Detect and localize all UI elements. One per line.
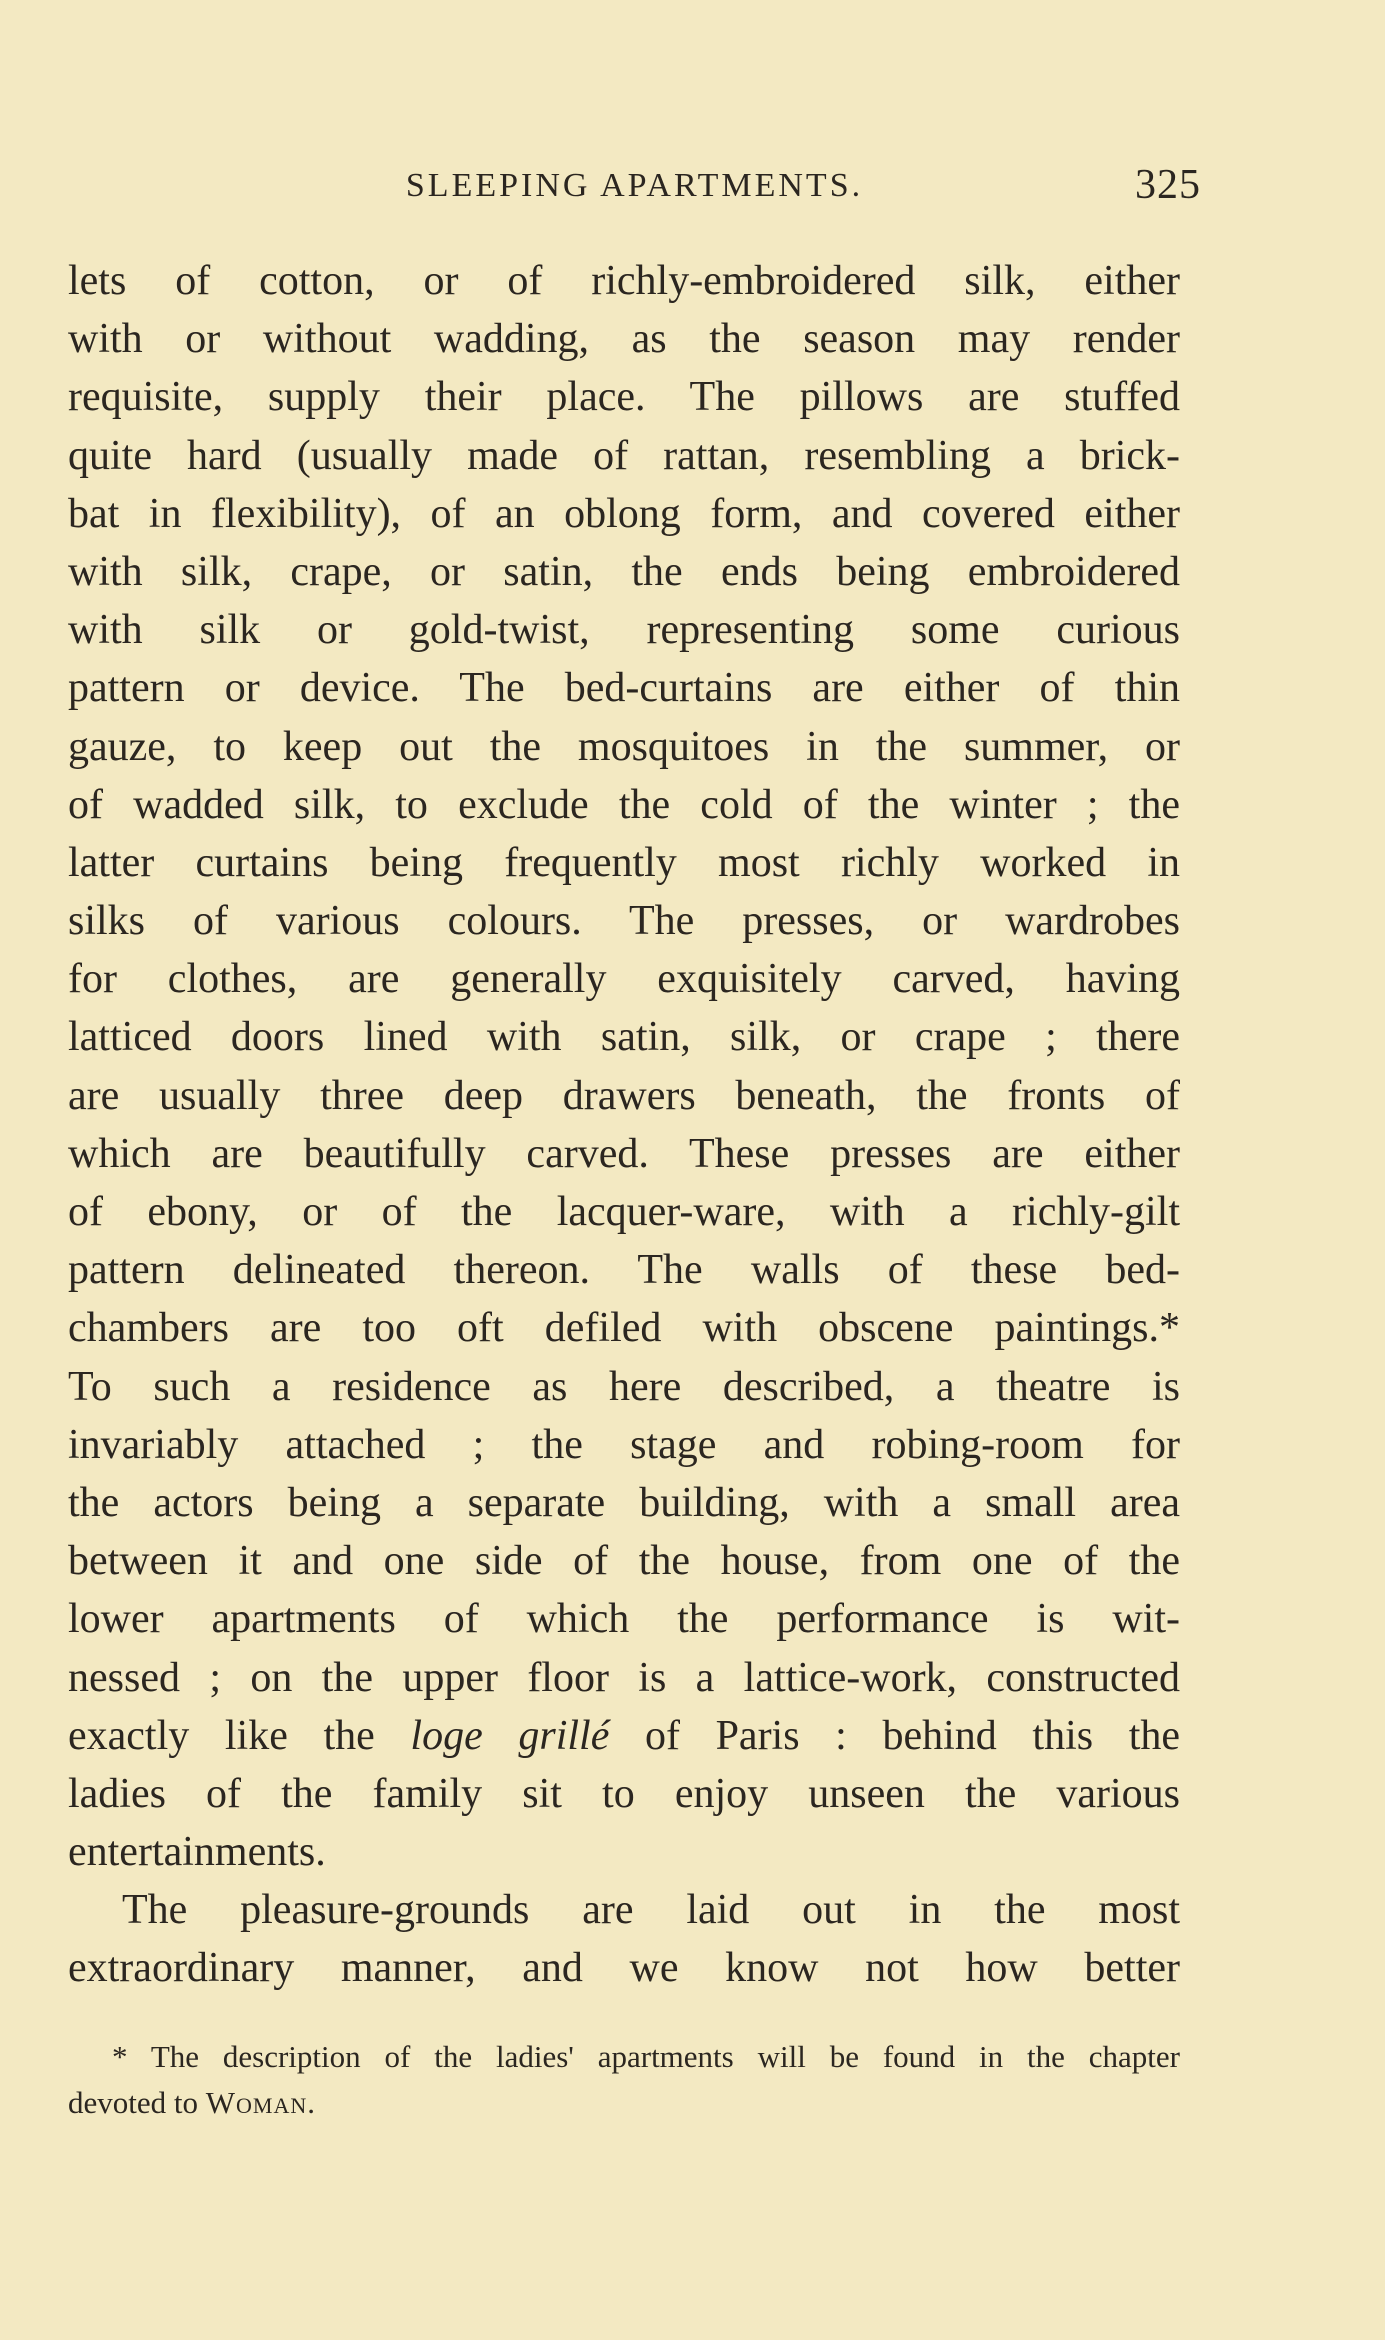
text-line: between it and one side of the house, from one of the <box>68 1538 1180 1585</box>
text-line: entertainments. <box>68 1829 326 1876</box>
text-line: are usually three deep drawers beneath, the fronts of <box>68 1072 1180 1119</box>
text-fragment: devoted to <box>68 2085 198 2120</box>
text-line: the actors being a separate building, with a small area <box>68 1479 1180 1526</box>
footnote-line <box>68 2080 1180 2126</box>
text-line: pattern or device. The bed-curtains are either of thin <box>68 665 1180 712</box>
text-line: with or without wadding, as the season may render <box>68 316 1180 363</box>
text-line: ladies of the family sit to enjoy unseen the various <box>68 1770 1180 1817</box>
text-line: with silk, crape, or satin, the ends being embroidered <box>68 548 1180 595</box>
text-line: invariably attached ; the stage and robing-room for <box>68 1421 1180 1468</box>
running-head <box>68 160 1201 216</box>
text-line: latticed doors lined with satin, silk, or crape ; there <box>68 1014 1180 1061</box>
text-line: bat in flexibility), of an oblong form, and covered either <box>68 490 1180 537</box>
text-line: lets of cotton, or of richly-embroidered silk, either <box>68 258 1180 304</box>
italic-phrase: loge grillé <box>410 1712 610 1759</box>
text-line: nessed ; on the upper floor is a lattice-work, constructed <box>68 1654 1180 1701</box>
text-line: chambers are too oft defiled with obscene paintings.* <box>68 1305 1180 1352</box>
footnote <box>68 2034 1180 2126</box>
page-number: 325 <box>1135 162 1201 208</box>
running-head-title: SLEEPING APARTMENTS. <box>405 167 864 204</box>
paragraph-first-line: The pleasure-grounds are laid out in the most <box>122 1887 1180 1934</box>
text-line: gauze, to keep out the mosquitoes in the summer, or <box>68 723 1180 770</box>
text-line: lower apartments of which the performance is wit- <box>68 1596 1180 1643</box>
text-line: which are beautifully carved. These presses are either <box>68 1130 1180 1177</box>
text-line: extraordinary manner, and we know not how better <box>68 1945 1180 1992</box>
text-line: of ebony, or of the lacquer-ware, with a richly-gilt <box>68 1189 1180 1235</box>
footnote-line: * The description of the ladies' apartments will be found in the chapter <box>112 2039 1180 2074</box>
text-line: of wadded silk, to exclude the cold of the winter ; the <box>68 781 1180 828</box>
text-line: latter curtains being frequently most richly worked in <box>68 839 1180 886</box>
text-line: silks of various colours. The presses, or wardrobes <box>68 898 1180 945</box>
small-caps-word: Woman. <box>205 2085 316 2120</box>
body-text <box>68 252 1180 1998</box>
text-line: To such a residence as here described, a theatre is <box>68 1363 1180 1410</box>
text-fragment: of Paris : behind this the <box>644 1712 1181 1759</box>
text-line: quite hard (usually made of rattan, resembling a brick- <box>68 432 1180 479</box>
text-line: with silk or gold-twist, representing some curious <box>68 607 1180 654</box>
text-line: requisite, supply their place. The pillows are stuffed <box>68 374 1180 421</box>
text-line: pattern delineated thereon. The walls of these bed- <box>68 1247 1180 1294</box>
text-fragment: exactly like the <box>68 1712 375 1759</box>
text-line-with-italic <box>68 1707 1180 1765</box>
text-line: for clothes, are generally exquisitely carved, having <box>68 956 1180 1003</box>
